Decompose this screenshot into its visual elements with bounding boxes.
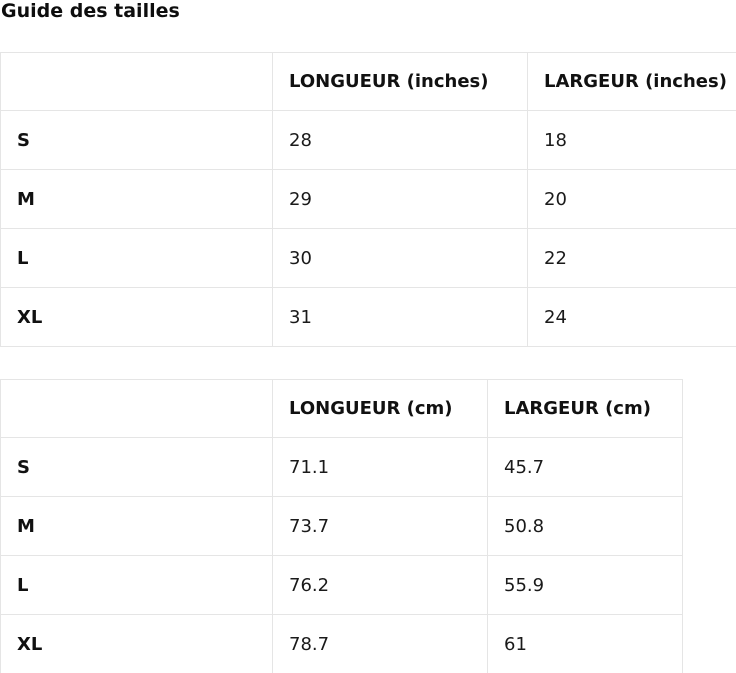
longueur-value: 73.7: [273, 497, 488, 556]
longueur-value: 31: [273, 288, 528, 347]
size-label: S: [1, 111, 273, 170]
page-title: Guide des tailles: [1, 0, 180, 22]
longueur-value: 71.1: [273, 438, 488, 497]
size-table-inches: [0, 52, 736, 347]
size-label: S: [1, 438, 273, 497]
size-label: L: [1, 556, 273, 615]
largeur-value: 18: [528, 111, 736, 170]
size-table-inches-body: [1, 111, 736, 347]
largeur-value: 24: [528, 288, 736, 347]
size-table-cm: [0, 379, 683, 673]
table-row: [1, 615, 683, 673]
table-header-row: [1, 380, 683, 438]
size-label: M: [1, 170, 273, 229]
header-cell-empty: [1, 380, 273, 438]
size-table-inches-header: [1, 53, 736, 111]
largeur-value: 61: [488, 615, 683, 673]
table-row: [1, 556, 683, 615]
longueur-value: 28: [273, 111, 528, 170]
header-cell-largeur-cm: LARGEUR (cm): [488, 380, 683, 438]
table-row: [1, 497, 683, 556]
longueur-value: 29: [273, 170, 528, 229]
size-label: L: [1, 229, 273, 288]
header-cell-empty: [1, 53, 273, 111]
size-table-cm-body: [1, 438, 683, 673]
longueur-value: 30: [273, 229, 528, 288]
longueur-value: 76.2: [273, 556, 488, 615]
table-row: [1, 288, 736, 347]
table-row: [1, 438, 683, 497]
size-label: XL: [1, 288, 273, 347]
longueur-value: 78.7: [273, 615, 488, 673]
header-cell-longueur-cm: LONGUEUR (cm): [273, 380, 488, 438]
largeur-value: 20: [528, 170, 736, 229]
table-row: [1, 111, 736, 170]
table-header-row: [1, 53, 736, 111]
table-row: [1, 229, 736, 288]
size-label: M: [1, 497, 273, 556]
header-cell-largeur-inches: LARGEUR (inches): [528, 53, 736, 111]
size-label: XL: [1, 615, 273, 673]
header-cell-longueur-inches: LONGUEUR (inches): [273, 53, 528, 111]
size-table-cm-header: [1, 380, 683, 438]
largeur-value: 55.9: [488, 556, 683, 615]
largeur-value: 50.8: [488, 497, 683, 556]
largeur-value: 45.7: [488, 438, 683, 497]
table-row: [1, 170, 736, 229]
largeur-value: 22: [528, 229, 736, 288]
